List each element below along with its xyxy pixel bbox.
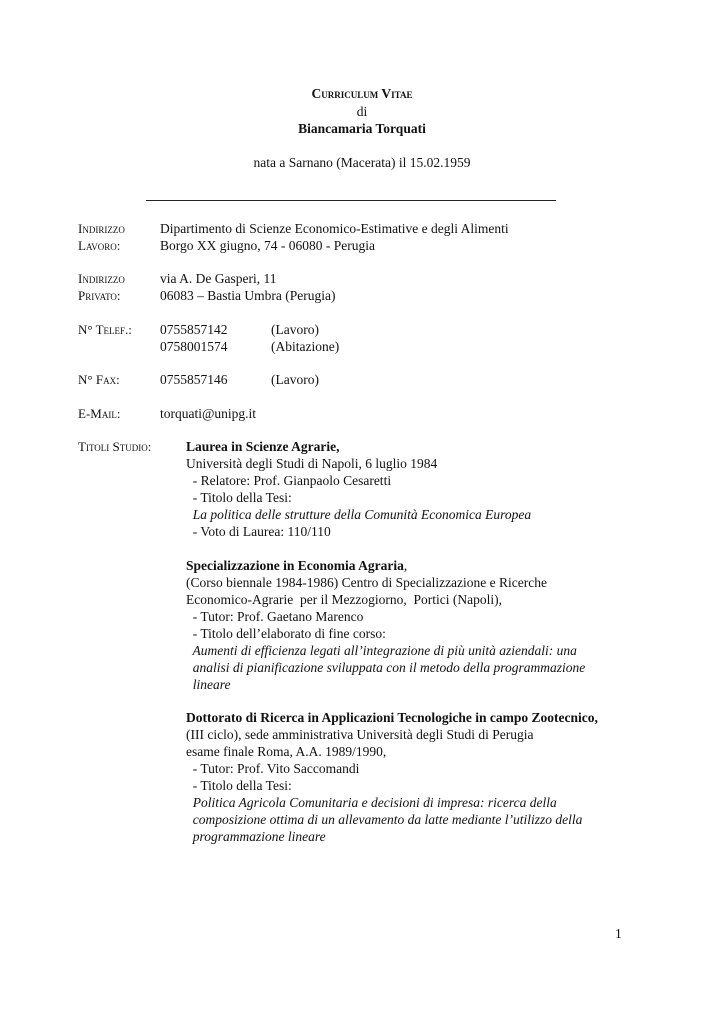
edu-3-title: Dottorato di Ricerca in Applicazioni Tecnologiche in campo Zootecnico,: [186, 710, 598, 725]
edu-2-title: [186, 558, 407, 575]
phone-work-note: (Lavoro): [271, 322, 319, 337]
label-lavoro: Lavoro:: [78, 238, 121, 253]
label-indirizzo-home: Indirizzo: [78, 271, 125, 286]
edu-2-title-suffix: ,: [403, 558, 408, 573]
home-address-line1: via A. De Gasperi, 11: [160, 271, 277, 286]
cv-name: Biancamaria Torquati: [298, 121, 426, 136]
edu-2-title-text: Specializzazione in Economia Agraria: [186, 558, 404, 573]
edu-1-line-2: - Relatore: Prof. Gianpaolo Cesaretti: [186, 473, 392, 488]
fax-note: (Lavoro): [271, 372, 319, 387]
edu-2-thesis-line-2: analisi di pianificazione sviluppata con il metodo della programmazione: [186, 660, 586, 675]
edu-2-line-4: - Titolo dell’elaborato di fine corso:: [186, 626, 386, 641]
fax-number: 0755857146: [160, 372, 228, 387]
label-email: E-Mail:: [78, 406, 121, 421]
edu-2-line-1: (Corso biennale 1984-1986) Centro di Specializzazione e Ricerche: [186, 575, 547, 590]
edu-3-line-4: - Titolo della Tesi:: [186, 778, 292, 793]
edu-2-thesis-line-1: Aumenti di efficienza legati all’integrazione di più unità aziendali: una: [186, 643, 577, 658]
cv-title-part2: Vitae: [381, 86, 413, 101]
edu-2-thesis-line-3: lineare: [186, 677, 231, 692]
page-number: 1: [615, 926, 622, 941]
label-titoli-studio: Titoli Studio:: [78, 439, 152, 454]
cv-title-part1: Curriculum: [311, 86, 379, 101]
edu-3-line-2: esame finale Roma, A.A. 1989/1990,: [186, 744, 387, 759]
header-divider: [146, 200, 556, 201]
label-telef: N° Telef.:: [78, 322, 132, 337]
email-address: torquati@unipg.it: [160, 406, 257, 421]
edu-3-line-3: - Tutor: Prof. Vito Saccomandi: [186, 761, 360, 776]
cv-title: [0, 86, 724, 102]
edu-2-line-2: Economico-Agrarie per il Mezzogiorno, Portici (Napoli),: [186, 592, 503, 607]
edu-3-line-1: (III ciclo), sede amministrativa Università degli Studi di Perugia: [186, 727, 534, 742]
phone-home: 0758001574: [160, 339, 228, 354]
edu-3-thesis-line-2: composizione ottima di un allevamento da latte mediante l’utilizzo della: [186, 812, 583, 827]
phone-work: 0755857142: [160, 322, 228, 337]
edu-2-line-3: - Tutor: Prof. Gaetano Marenco: [186, 609, 364, 624]
label-indirizzo-work: Indirizzo: [78, 221, 125, 236]
home-address-line2: 06083 – Bastia Umbra (Perugia): [160, 288, 336, 303]
label-privato: Privato:: [78, 288, 121, 303]
edu-1-thesis-title: La politica delle strutture della Comunità Economica Europea: [186, 507, 532, 522]
cv-di: di: [356, 104, 368, 119]
edu-3-thesis-line-3: programmazione lineare: [186, 829, 326, 844]
edu-1-line-1: Università degli Studi di Napoli, 6 luglio 1984: [186, 456, 438, 471]
edu-1-title: Laurea in Scienze Agrarie,: [186, 439, 340, 454]
cv-birth: nata a Sarnano (Macerata) il 15.02.1959: [253, 155, 471, 170]
label-fax: N° Fax:: [78, 372, 120, 387]
edu-1-grade: - Voto di Laurea: 110/110: [186, 524, 331, 539]
phone-home-note: (Abitazione): [271, 339, 340, 354]
edu-1-line-3: - Titolo della Tesi:: [186, 490, 292, 505]
edu-3-thesis-line-1: Politica Agricola Comunitaria e decisioni di impresa: ricerca della: [186, 795, 557, 810]
work-address-line2: Borgo XX giugno, 74 - 06080 - Perugia: [160, 238, 375, 253]
work-address-line1: Dipartimento di Scienze Economico-Estimative e degli Alimenti: [160, 221, 509, 236]
